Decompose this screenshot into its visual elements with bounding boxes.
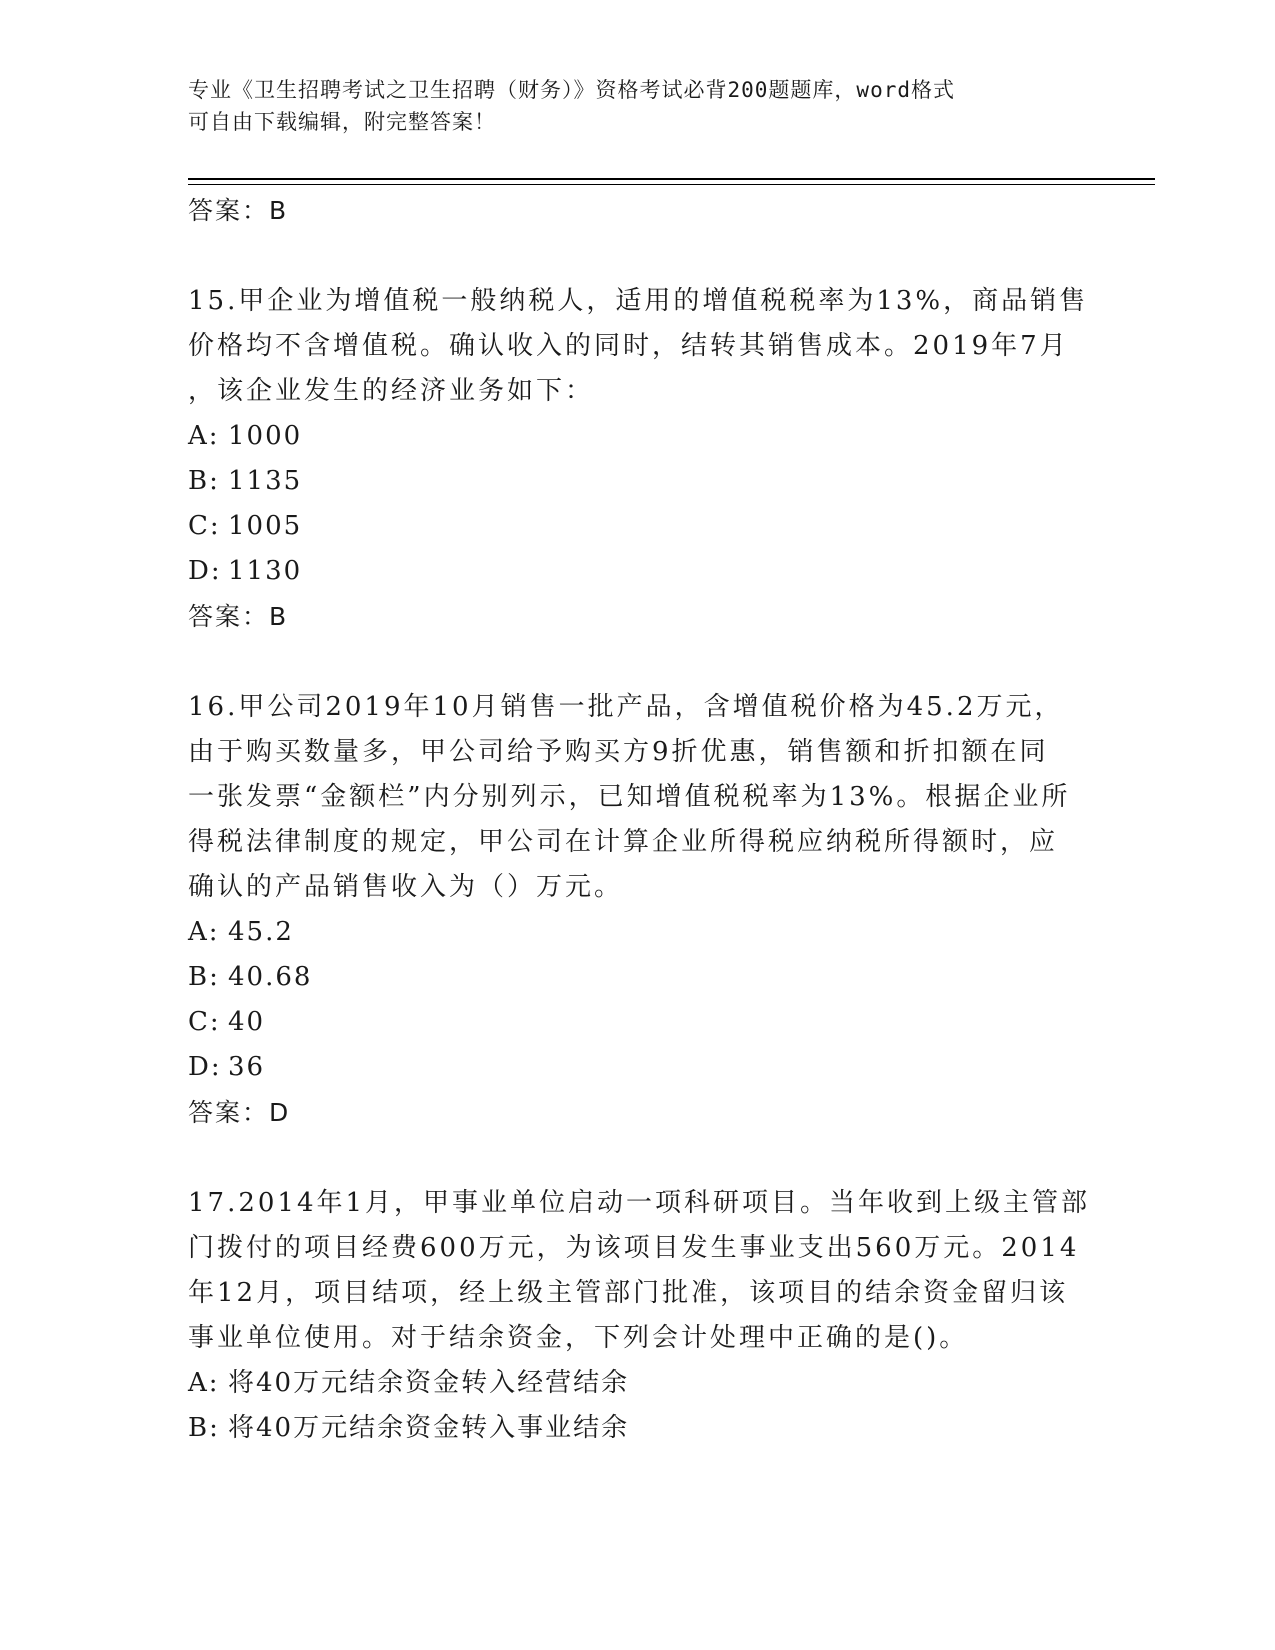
question-line: 确认的产品销售收入为（）万元。 <box>188 872 624 902</box>
option-text: 40 <box>228 1007 266 1037</box>
option-d <box>188 549 1088 594</box>
option-label: B: <box>188 1413 220 1443</box>
option-label: A: <box>188 1368 220 1398</box>
option-b <box>188 1406 1088 1451</box>
option-text: 40.68 <box>228 962 313 992</box>
question-line: 由于购买数量多，甲公司给予购买方9折优惠，销售额和折扣额在同 <box>188 737 1049 767</box>
option-text: 将40万元结余资金转入经营结余 <box>228 1368 630 1398</box>
question-line: 门拨付的项目经费600万元，为该项目发生事业支出560万元。2014 <box>188 1233 1080 1263</box>
option-c <box>188 1000 1088 1045</box>
document-body <box>188 188 1091 1451</box>
answer-previous: 答案：B <box>188 196 289 225</box>
option-text: 1005 <box>228 511 303 541</box>
option-d <box>188 1045 1088 1090</box>
question-line: 17.2014年1月，甲事业单位启动一项科研项目。当年收到上级主管部 <box>188 1188 1091 1218</box>
option-text: 45.2 <box>228 917 294 947</box>
option-label: D: <box>188 1052 222 1082</box>
question-line: 16.甲公司2019年10月销售一批产品，含增值税价格为45.2万元， <box>188 692 1064 722</box>
question-line: 年12月，项目结项，经上级主管部门批准，该项目的结余资金留归该 <box>188 1278 1069 1308</box>
option-a <box>188 1361 1088 1406</box>
document-header <box>188 74 1068 138</box>
option-b <box>188 459 1088 504</box>
question-line: 一张发票“金额栏”内分别列示，已知增值税税率为13%。根据企业所 <box>188 782 1071 812</box>
option-c <box>188 504 1088 549</box>
question-line: 价格均不含增值税。确认收入的同时，结转其销售成本。2019年7月 <box>188 331 1069 361</box>
question-16 <box>188 685 1088 1135</box>
option-a <box>188 414 1088 459</box>
question-17 <box>188 1181 1091 1451</box>
question-line: 事业单位使用。对于结余资金，下列会计处理中正确的是()。 <box>188 1323 969 1353</box>
header-line-1: 专业《卫生招聘考试之卫生招聘（财务）》资格考试必背200题题库，word格式 <box>188 78 955 102</box>
question-line: ，该企业发生的经济业务如下： <box>188 376 595 406</box>
header-divider-thin <box>188 184 1155 185</box>
option-label: D: <box>188 556 222 586</box>
header-line-2: 可自由下载编辑，附完整答案！ <box>188 110 496 134</box>
option-label: B: <box>188 466 220 496</box>
option-b <box>188 955 1088 1000</box>
option-text: 1130 <box>228 556 303 586</box>
option-label: A: <box>188 421 220 451</box>
question-line: 得税法律制度的规定，甲公司在计算企业所得税应纳税所得额时，应 <box>188 827 1059 857</box>
option-text: 1135 <box>228 466 303 496</box>
option-text: 36 <box>228 1052 266 1082</box>
answer-15: 答案：B <box>188 602 289 631</box>
option-text: 1000 <box>228 421 303 451</box>
option-a <box>188 910 1088 955</box>
header-divider-thick <box>188 178 1155 180</box>
option-label: C: <box>188 1007 221 1037</box>
option-text: 将40万元结余资金转入事业结余 <box>228 1413 630 1443</box>
answer-16: 答案：D <box>188 1098 291 1127</box>
option-label: C: <box>188 511 221 541</box>
question-15 <box>188 279 1088 639</box>
option-label: A: <box>188 917 220 947</box>
option-label: B: <box>188 962 220 992</box>
question-line: 15.甲企业为增值税一般纳税人，适用的增值税税率为13%，商品销售 <box>188 286 1089 316</box>
